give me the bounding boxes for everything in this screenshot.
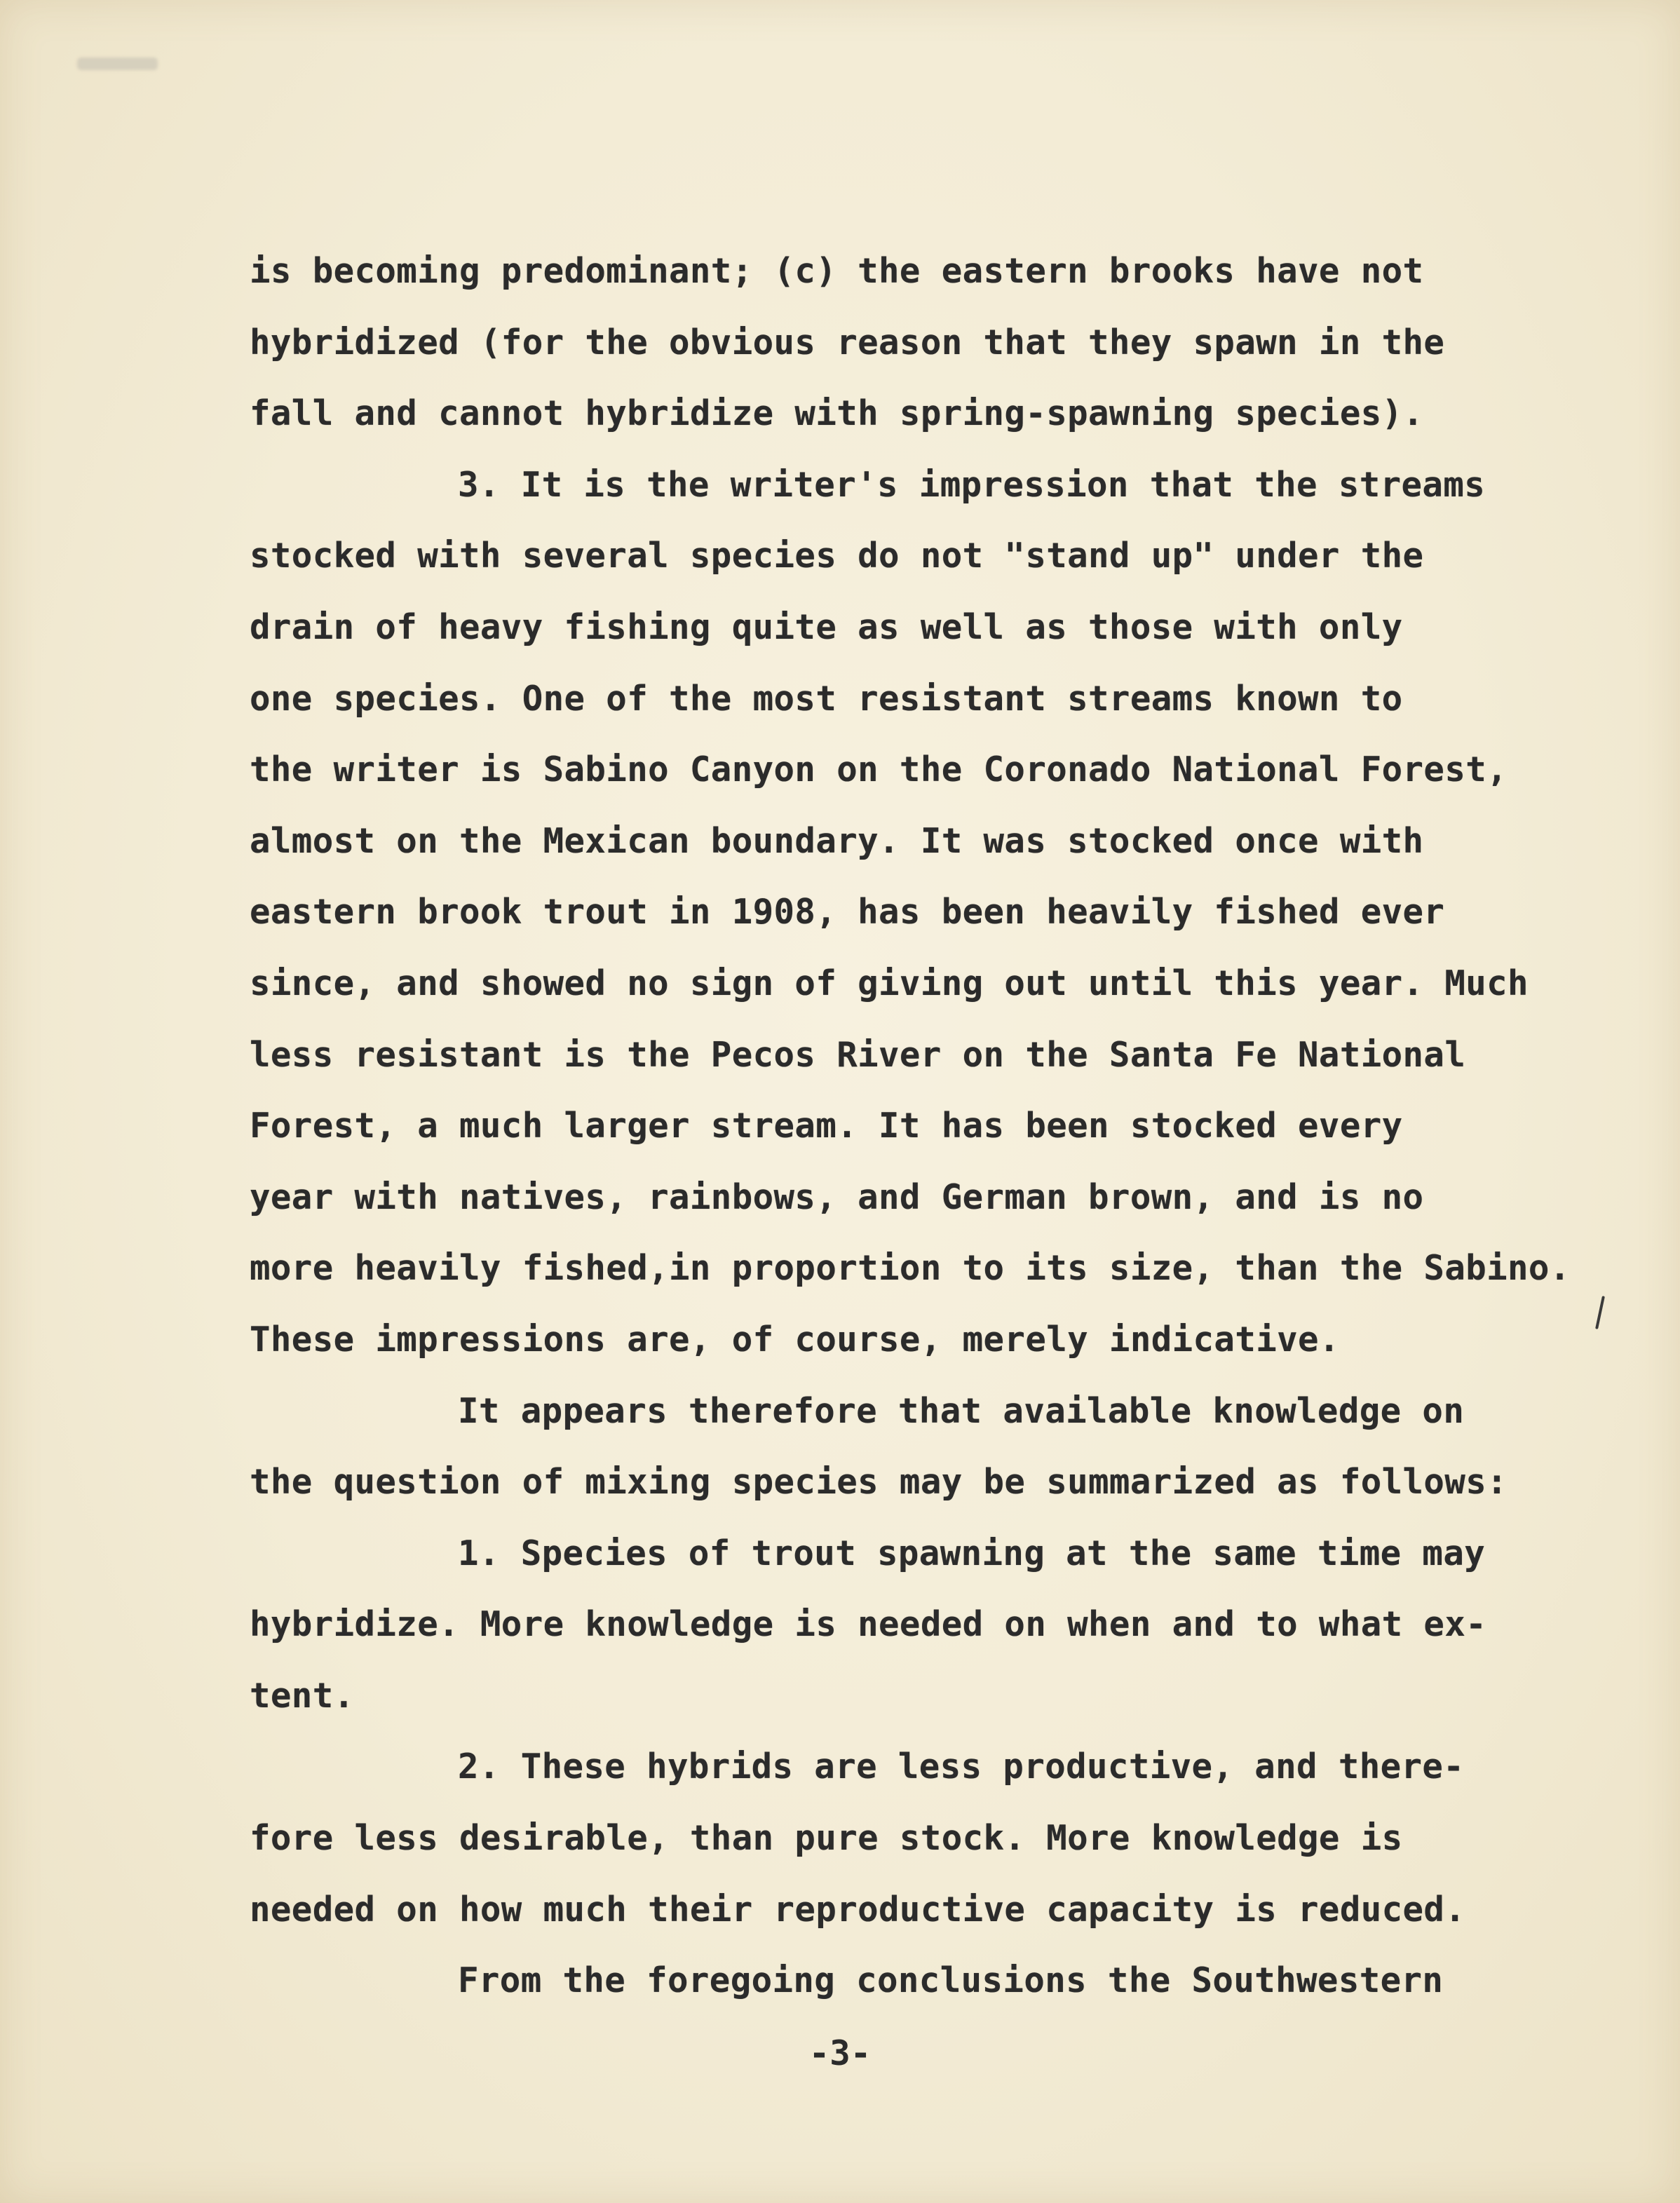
text-line: is becoming predominant; (c) the eastern brooks have not (250, 251, 1424, 291)
page-number: -3- (808, 2033, 872, 2073)
text-line: fore less desirable, than pure stock. More knowledge is (250, 1818, 1403, 1859)
text-line: year with natives, rainbows, and German brown, and is no (250, 1177, 1424, 1217)
text-line: one species. One of the most resistant streams known to (250, 678, 1403, 719)
faded-corner-mark (77, 57, 158, 70)
text-line: These impressions are, of course, merely indicative. (250, 1319, 1340, 1360)
paragraph-start-line: 3. It is the writer's impression that the streams (458, 464, 1486, 505)
text-line: almost on the Mexican boundary. It was stocked once with (250, 820, 1424, 861)
paragraph-start-line: From the foregoing conclusions the Southwestern (458, 1960, 1444, 2001)
text-line: hybridize. More knowledge is needed on when and to what ex- (250, 1604, 1487, 1645)
text-line: needed on how much their reproductive capacity is reduced. (250, 1889, 1466, 1930)
text-line: eastern brook trout in 1908, has been heavily fished ever (250, 892, 1445, 933)
text-line: the question of mixing species may be summarized as follows: (250, 1462, 1508, 1503)
text-line: less resistant is the Pecos River on the Santa Fe National (250, 1034, 1466, 1075)
text-line: fall and cannot hybridize with spring-spawning species). (250, 393, 1424, 434)
text-line: stocked with several species do not "stand up" under the (250, 536, 1424, 576)
text-line: Forest, a much larger stream. It has been stocked every (250, 1106, 1403, 1146)
list-item-1-line: 1. Species of trout spawning at the same time may (458, 1533, 1486, 1573)
text-line: since, and showed no sign of giving out until this year. Much (250, 963, 1529, 1003)
text-line: tent. (250, 1675, 355, 1716)
body-text (250, 236, 1638, 2016)
text-line: drain of heavy fishing quite as well as those with only (250, 606, 1403, 647)
paragraph-start-line: It appears therefore that available knowledge on (458, 1390, 1465, 1431)
list-item-2-line: 2. These hybrids are less productive, and there- (458, 1747, 1465, 1787)
text-line: the writer is Sabino Canyon on the Coronado National Forest, (250, 750, 1508, 790)
text-line: hybridized (for the obvious reason that they spawn in the (250, 322, 1445, 362)
text-line: more heavily fished,in proportion to its size, than the Sabino. (250, 1248, 1571, 1289)
